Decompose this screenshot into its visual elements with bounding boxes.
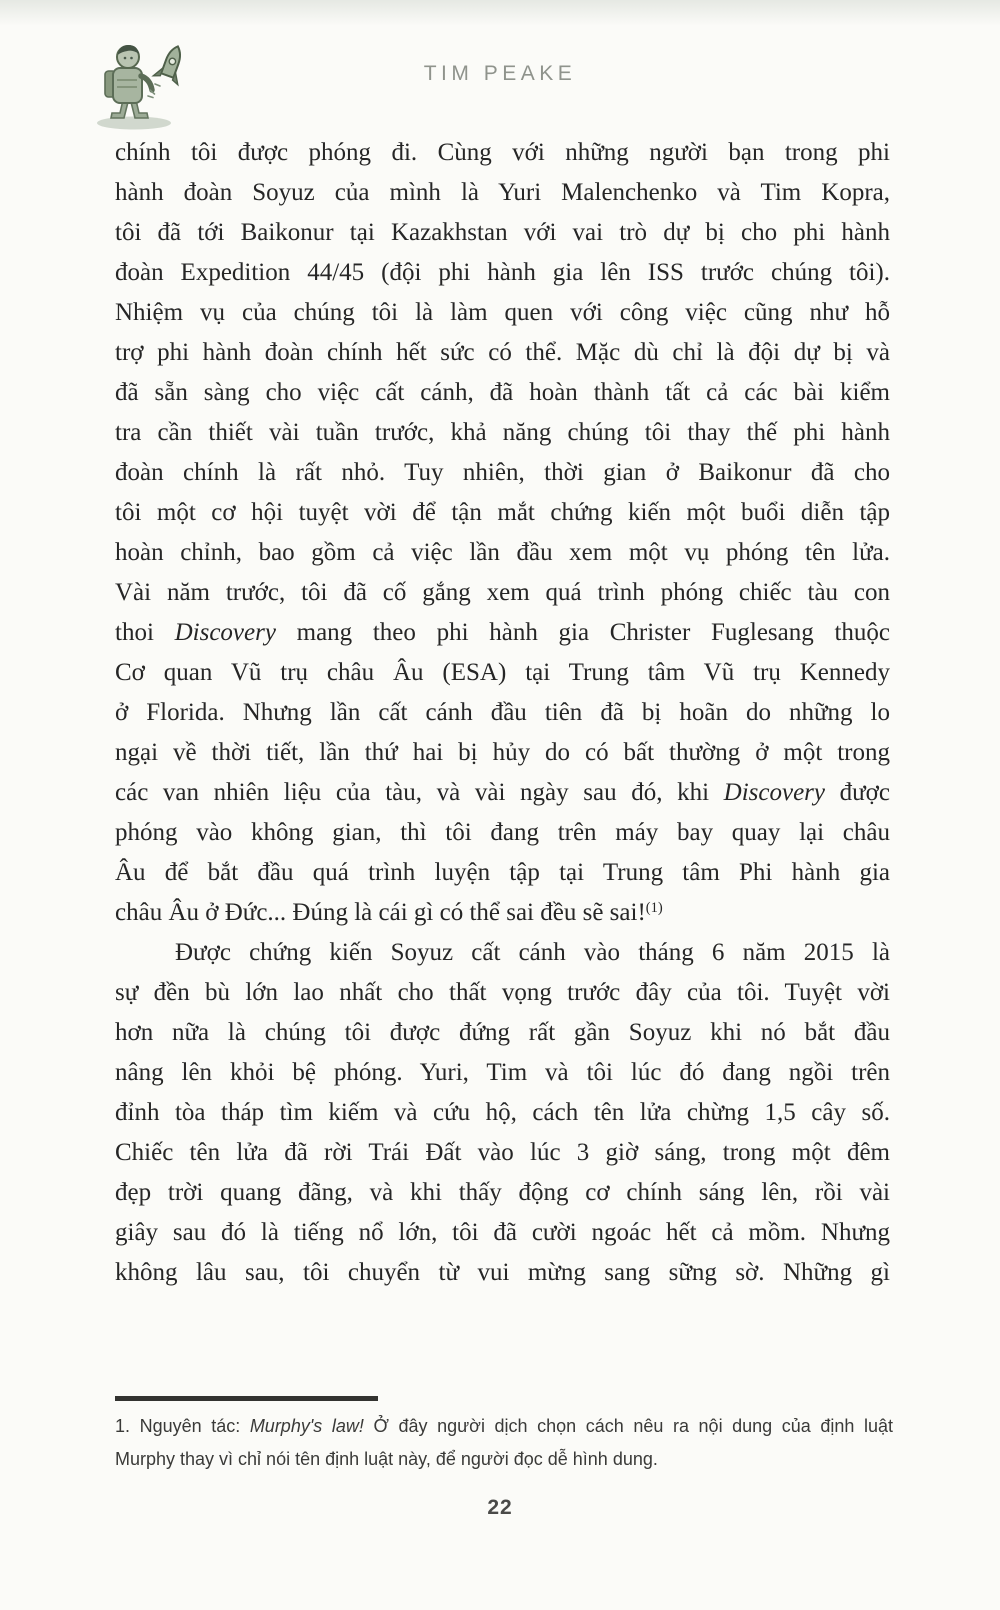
body-line: nâng lên khỏi bệ phóng. Yuri, Tim và tôi lúc đó đang ngồi trên xyxy=(115,1059,890,1086)
body-line: Cơ quan Vũ trụ châu Âu (ESA) tại Trung tâm Vũ trụ Kennedy xyxy=(115,659,890,686)
astronaut-with-rocket-icon xyxy=(84,40,202,132)
body-line: tôi một cơ hội tuyệt vời để tận mắt chứng kiến một buổi diễn tập xyxy=(115,499,890,526)
body-line: trợ phi hành đoàn chính hết sức có thể. Mặc dù chỉ là đội dự bị và xyxy=(115,339,890,366)
body-line: ngại về thời tiết, lần thứ hai bị hủy do có bất thường ở một trong xyxy=(115,739,890,766)
body-line: Âu để bắt đầu quá trình luyện tập tại Trung tâm Phi hành gia xyxy=(115,859,890,886)
body-line: đỉnh tòa tháp tìm kiếm và cứu hộ, cách tên lửa chừng 1,5 cây số. xyxy=(115,1099,890,1126)
body-line: Được chứng kiến Soyuz cất cánh vào tháng 6 năm 2015 là xyxy=(175,939,890,966)
body-line: giây sau đó là tiếng nổ lớn, tôi đã cười ngoác hết cả mồm. Nhưng xyxy=(115,1219,890,1246)
body-line: hơn nữa là chúng tôi được đứng rất gần Soyuz khi nó bắt đầu xyxy=(115,1019,890,1046)
body-line: tra cần thiết vài tuần trước, khả năng chúng tôi thay thế phi hành xyxy=(115,419,890,446)
body-line: các van nhiên liệu của tàu, và vài ngày sau đó, khi Discovery được xyxy=(115,779,890,806)
body-line: phóng vào không gian, thì tôi đang trên máy bay quay lại châu xyxy=(115,819,890,846)
footnote-rule xyxy=(115,1396,378,1401)
footnote-reference-marker: (1) xyxy=(645,900,663,917)
body-line: đoàn chính là rất nhỏ. Tuy nhiên, thời gian ở Baikonur đã cho xyxy=(115,459,890,486)
body-line: châu Âu ở Đức... Đúng là cái gì có thể sai đều sẽ sai!$^{(1)}$ xyxy=(115,899,663,926)
body-line: đoàn Expedition 44/45 (đội phi hành gia lên ISS trước chúng tôi). xyxy=(115,259,890,286)
page-number: 22 xyxy=(487,1496,513,1519)
body-line: hành đoàn Soyuz của mình là Yuri Malenchenko và Tim Kopra, xyxy=(115,179,890,206)
body-line: hoàn chỉnh, bao gồm cả việc lần đầu xem một vụ phóng tên lửa. xyxy=(115,539,890,566)
footnote xyxy=(115,1410,893,1476)
running-head-title: TIM PEAKE xyxy=(423,62,577,85)
body-line: Vài năm trước, tôi đã cố gắng xem quá trình phóng chiếc tàu con xyxy=(115,579,890,606)
body-line: tôi đã tới Baikonur tại Kazakhstan với vai trò dự bị cho phi hành xyxy=(115,219,890,246)
body-line: ở Florida. Nhưng lần cất cánh đầu tiên đã bị hoãn do những lo xyxy=(115,699,890,726)
body-line: Chiếc tên lửa đã rời Trái Đất vào lúc 3 giờ sáng, trong một đêm xyxy=(115,1139,890,1166)
body-line: đẹp trời quang đãng, và khi thấy động cơ chính sáng lên, rồi vài xyxy=(115,1179,890,1206)
footnote-line: 1. Nguyên tác: Murphy's law! Ở đây người dịch chọn cách nêu ra nội dung của định luật xyxy=(115,1416,894,1436)
body-line: thoi Discovery mang theo phi hành gia Christer Fuglesang thuộc xyxy=(115,619,890,646)
body-line: đã sẵn sàng cho việc cất cánh, đã hoàn thành tất cả các bài kiểm xyxy=(115,379,890,406)
body-line: chính tôi được phóng đi. Cùng với những người bạn trong phi xyxy=(115,139,890,166)
body-line: không lâu sau, tôi chuyển từ vui mừng sang sững sờ. Những gì xyxy=(115,1259,890,1286)
body-line: Nhiệm vụ của chúng tôi là làm quen với công việc cũng như hỗ xyxy=(115,299,890,326)
body-line: sự đền bù lớn lao nhất cho thất vọng trước đây của tôi. Tuyệt vời xyxy=(115,979,890,1006)
body-text xyxy=(115,133,890,1293)
footnote-line: Murphy thay vì chỉ nói tên định luật này, để người đọc dễ hình dung. xyxy=(115,1449,658,1469)
